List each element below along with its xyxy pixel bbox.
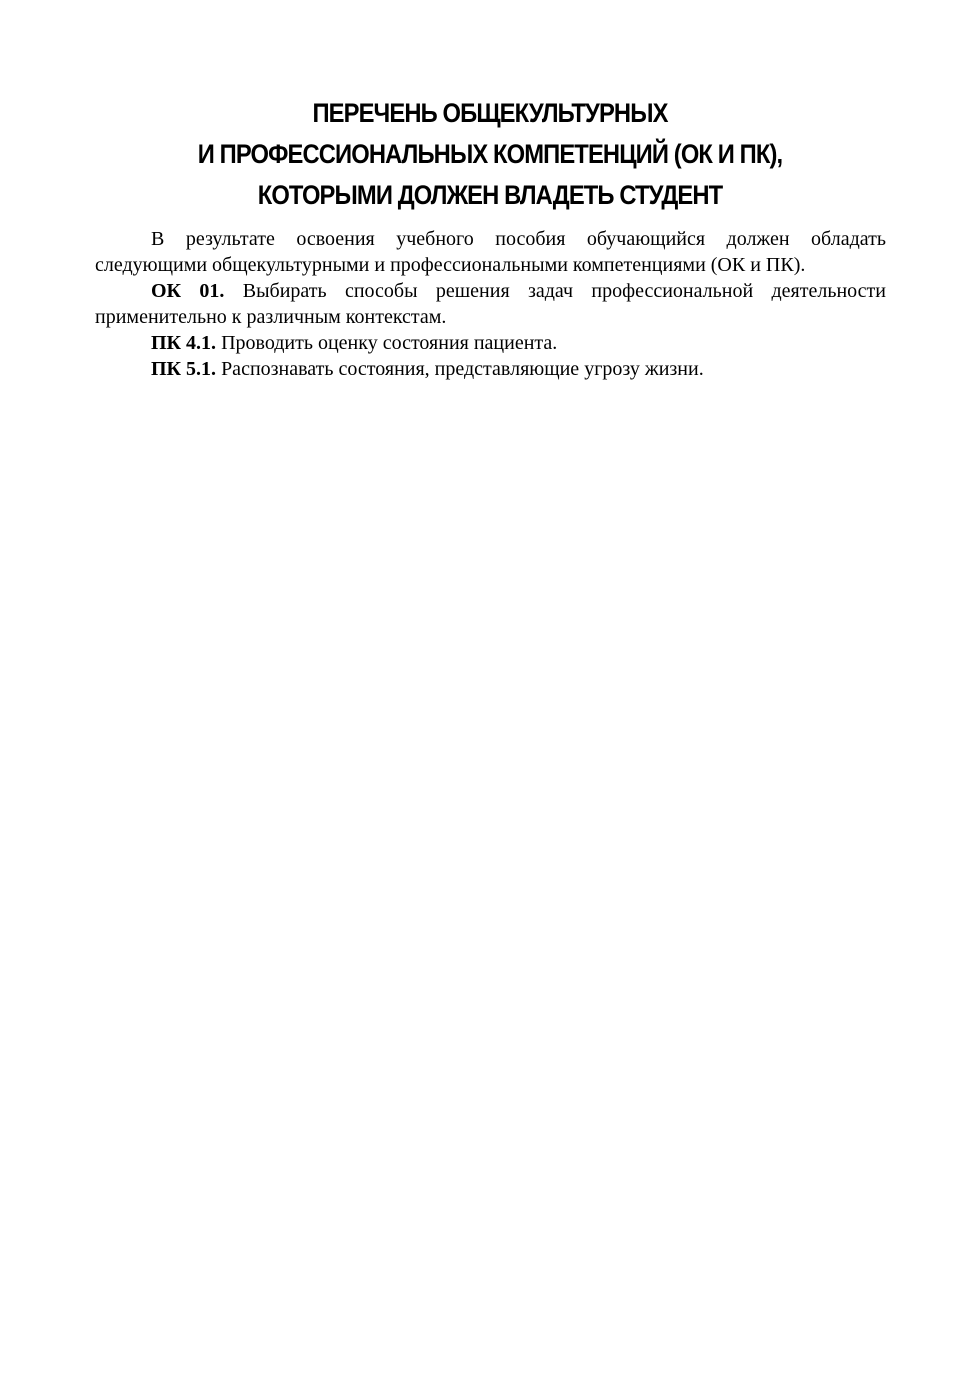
competency-item [95, 330, 886, 356]
competency-code: ПК 4.1. [151, 332, 217, 354]
competency-code: ОК 01. [151, 280, 225, 302]
title-line-1: ПЕРЕЧЕНЬ ОБЩЕКУЛЬТУРНЫХ [312, 98, 668, 128]
title-line-3: КОТОРЫМИ ДОЛЖЕН ВЛАДЕТЬ СТУДЕНТ [257, 180, 723, 210]
page-title [59, 93, 921, 216]
intro-paragraph: В результате освоения учебного пособия обучающийся должен обладать следующими общекультурными и профессиональными компетенциями (ОК и ПК). [95, 228, 886, 276]
competency-item [95, 356, 886, 382]
title-line-2: И ПРОФЕССИОНАЛЬНЫХ КОМПЕТЕНЦИЙ (ОК И ПК), [197, 139, 783, 169]
competency-text: Распознавать состояния, представляющие угрозу жизни. [221, 358, 704, 380]
competency-code: ПК 5.1. [151, 358, 217, 380]
document-body [95, 226, 886, 382]
competency-text: Выбирать способы решения задач профессиональной деятельности применительно к различным контекстам. [95, 280, 887, 328]
competency-text: Проводить оценку состояния пациента. [221, 332, 558, 354]
competency-item [95, 278, 886, 330]
